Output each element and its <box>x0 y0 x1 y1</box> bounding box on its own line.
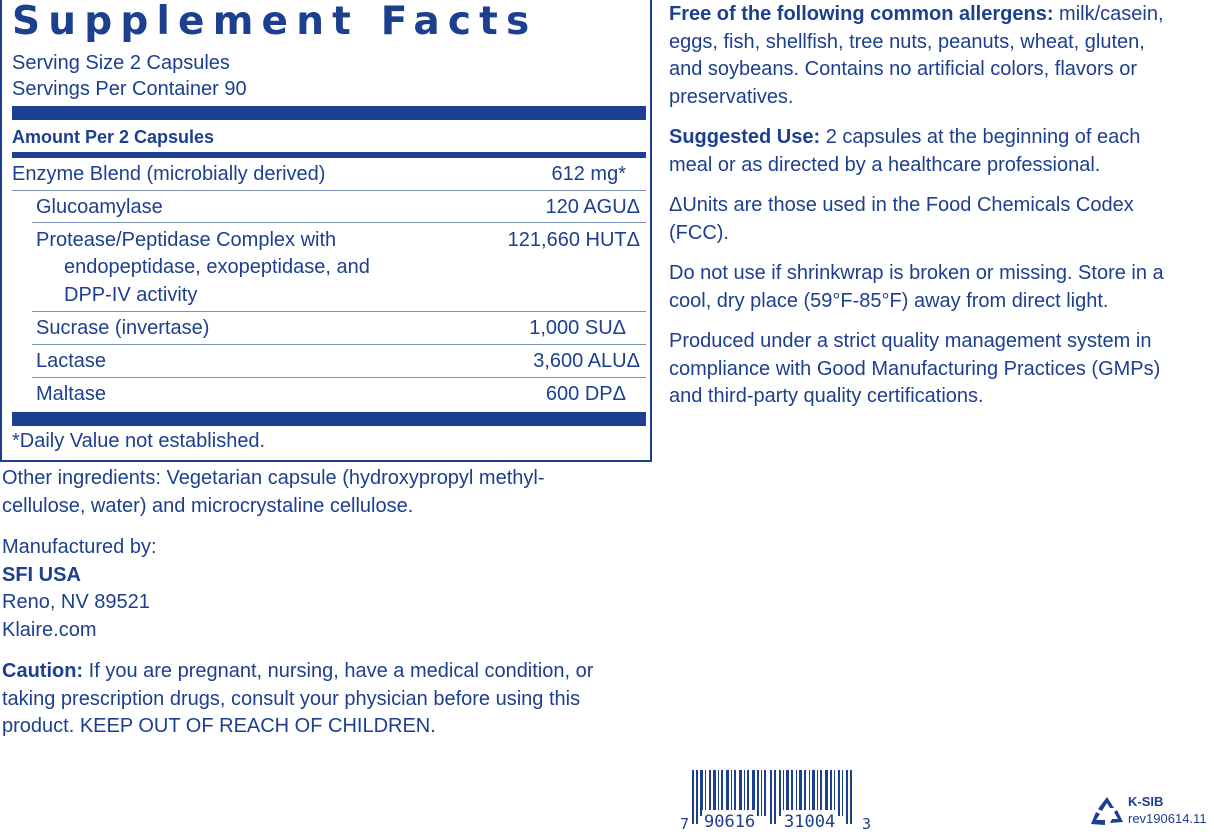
row-amount: 121,660 HUTΔ <box>507 229 640 251</box>
row-name: DPP-IV activity <box>64 284 198 306</box>
text-line: (FCC). <box>669 221 729 244</box>
text-line: ΔUnits are those used in the Food Chemicals Codex <box>669 194 1134 216</box>
revision-code: rev190614.11 <box>1128 811 1207 826</box>
row-divider <box>12 190 646 191</box>
barcode-lead-digit: 7 <box>680 815 690 833</box>
quality-note <box>669 328 1214 411</box>
storage-note <box>669 260 1214 315</box>
row-name: Lactase <box>36 350 107 372</box>
supplement-facts-panel <box>0 0 652 462</box>
amount-header: Amount Per 2 Capsules <box>12 127 215 147</box>
row-name: Glucoamylase <box>36 196 163 218</box>
row-divider <box>32 344 646 345</box>
text-line: taking prescription drugs, consult your physician before using this <box>2 687 581 710</box>
text-line: eggs, fish, shellfish, tree nuts, peanuts, wheat, gluten, <box>669 30 1145 53</box>
row-divider <box>32 311 646 312</box>
servings-per-container: Servings Per Container 90 <box>12 78 247 100</box>
row-divider <box>32 222 646 223</box>
suggested-use <box>669 124 1214 179</box>
caution-block <box>2 658 593 741</box>
row-name: endopeptidase, exopeptidase, and <box>64 256 370 278</box>
row-amount: 3,600 ALUΔ <box>533 350 640 372</box>
text-line: compliance with Good Manufacturing Practices (GMPs) <box>669 357 1161 380</box>
text-line: Do not use if shrinkwrap is broken or missing. Store in a <box>669 262 1164 284</box>
footnote: *Daily Value not established. <box>12 430 266 452</box>
manufacturer-city: Reno, NV 89521 <box>2 591 150 613</box>
row-divider <box>32 377 646 378</box>
barcode-check-digit: 3 <box>862 815 872 833</box>
product-code: K-SIB <box>1128 794 1164 809</box>
row-name: Sucrase (invertase) <box>36 317 210 339</box>
text-line: preservatives. <box>669 85 794 108</box>
row-name: Protease/Peptidase Complex with <box>36 229 337 251</box>
row-amount: 120 AGUΔ <box>545 196 640 218</box>
allergens-statement <box>669 1 1214 111</box>
text-line: 2 capsules at the beginning of each <box>820 126 1141 148</box>
medium-divider <box>12 152 646 158</box>
other-ingredients <box>2 465 545 520</box>
text-line: and soybeans. Contains no artificial colors, flavors or <box>669 58 1138 80</box>
manufacturer-block <box>2 534 157 644</box>
barcode-right-digits: 31004 <box>784 812 836 832</box>
text-line: If you are pregnant, nursing, have a medical condition, or <box>83 660 594 682</box>
text-line: Produced under a strict quality management system in <box>669 330 1152 352</box>
row-amount: 600 DPΔ <box>545 383 626 405</box>
text-line: Other ingredients: Vegetarian capsule (hydroxypropyl methyl- <box>2 467 545 489</box>
serving-size: Serving Size 2 Capsules <box>12 52 230 74</box>
text-line: cool, dry place (59°F-85°F) away from direct light. <box>669 289 1109 312</box>
text-line: cellulose, water) and microcrystaline cellulose. <box>2 494 414 517</box>
panel-title: Supplement Facts <box>12 0 538 44</box>
row-name: Enzyme Blend (microbially derived) <box>12 163 326 185</box>
manufacturer-label: Manufactured by: <box>2 536 157 558</box>
text-line: meal or as directed by a healthcare professional. <box>669 153 1101 176</box>
upc-barcode <box>680 770 880 833</box>
row-amount: 1,000 SUΔ <box>529 317 626 339</box>
text-line: milk/casein, <box>1053 3 1164 25</box>
manufacturer-web: Klaire.com <box>2 618 97 641</box>
text-line: and third-party quality certifications. <box>669 385 984 407</box>
units-note <box>669 192 1214 247</box>
manufacturer-name: SFI USA <box>2 563 81 586</box>
row-name: Maltase <box>36 383 107 405</box>
allergens-label: Free of the following common allergens: <box>669 3 1054 25</box>
right-column <box>669 1 1214 424</box>
row-amount: 612 mg* <box>551 163 626 185</box>
caution-label: Caution: <box>2 660 84 682</box>
recycle-icon <box>1090 796 1124 831</box>
suggested-use-label: Suggested Use: <box>669 126 821 148</box>
thick-divider <box>12 106 646 120</box>
barcode-left-digits: 90616 <box>704 812 756 832</box>
thick-divider <box>12 412 646 426</box>
text-line: product. KEEP OUT OF REACH OF CHILDREN. <box>2 715 436 737</box>
